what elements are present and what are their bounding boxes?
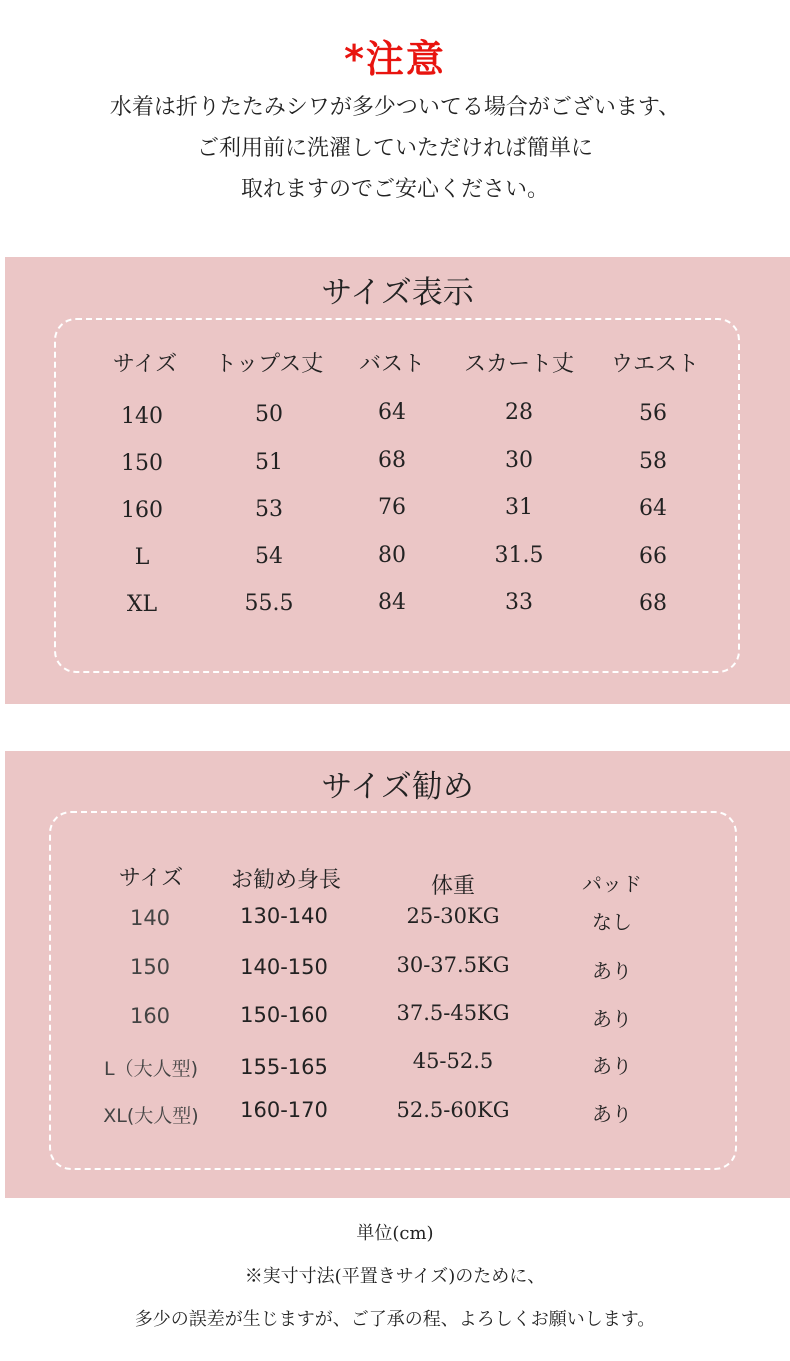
size-table-panel (5, 257, 790, 704)
size-table-cell: 58 (639, 449, 667, 474)
recommend-table-cell: 37.5-45KG (396, 1001, 510, 1025)
recommend-table-panel (5, 751, 790, 1198)
size-table-cell: 68 (378, 448, 406, 473)
recommend-table-cell: あり (592, 1102, 632, 1126)
notice-line-2: ご利用前に洗濯していただければ簡単に (196, 136, 593, 161)
size-table-header: バスト (358, 352, 426, 377)
size-table-header: ウエスト (610, 352, 700, 377)
measurement-note: ※実寸寸法(平置きサイズ)のために、 (244, 1266, 546, 1287)
size-table-cell: 31 (505, 495, 533, 520)
size-table-cell: 56 (639, 401, 667, 426)
recommend-table-cell: あり (592, 1007, 632, 1031)
size-table-cell: L (134, 545, 150, 570)
recommend-table-cell: なし (592, 910, 632, 934)
size-table-header: スカート丈 (463, 352, 575, 377)
size-table-cell: 28 (505, 400, 533, 425)
recommend-table-cell: 25-30KG (406, 904, 500, 928)
recommend-table-cell: 140 (129, 906, 171, 930)
recommend-table-cell: L（大人型) (104, 1058, 198, 1080)
size-table-cell: 31.5 (494, 543, 544, 568)
size-table-cell: 150 (121, 451, 163, 476)
recommend-table-cell: 140-150 (240, 955, 328, 979)
size-table-cell: 54 (255, 544, 283, 569)
recommend-table-cell: 150-160 (240, 1003, 328, 1027)
recommend-table-cell: 155-165 (240, 1055, 328, 1079)
recommend-table-title: サイズ勧め (321, 769, 474, 805)
recommend-table-cell: あり (592, 959, 632, 983)
size-table-cell: 30 (505, 448, 533, 473)
size-table-cell: 33 (505, 590, 533, 615)
size-table-cell: 76 (378, 495, 406, 520)
size-table-cell: 84 (378, 590, 406, 615)
recommend-table-cell: 150 (129, 955, 171, 979)
recommend-table-cell: 30-37.5KG (396, 953, 510, 977)
size-table-cell: 68 (639, 591, 667, 616)
recommend-table-cell: 160-170 (240, 1098, 328, 1122)
recommend-table-cell: 160 (129, 1004, 171, 1028)
size-table-cell: 160 (121, 498, 163, 523)
size-table-cell: 80 (378, 543, 406, 568)
size-table-cell: 64 (378, 400, 406, 425)
size-table-cell: 140 (121, 404, 163, 429)
recommend-table-cell: XL(大人型) (103, 1105, 199, 1127)
recommend-table-header: お勧め身長 (230, 868, 342, 893)
notice-line-1: 水着は折りたたみシワが多少ついてる場合がございます、 (109, 95, 681, 120)
size-table-cell: 51 (255, 450, 283, 475)
size-table-cell: 50 (255, 402, 283, 427)
size-table-cell: 64 (639, 496, 667, 521)
recommend-table-cell: 130-140 (240, 904, 328, 928)
unit-note: 単位(cm) (356, 1223, 434, 1244)
size-table-header: サイズ (112, 352, 178, 377)
notice-line-3: 取れますのでご安心ください。 (240, 177, 549, 202)
recommend-table-cell: 45-52.5 (412, 1049, 494, 1073)
size-table-title: サイズ表示 (321, 275, 474, 311)
size-table-cell: 66 (639, 544, 667, 569)
recommend-table-header: 体重 (430, 874, 476, 899)
recommend-table-cell: あり (592, 1054, 632, 1078)
apology-note: 多少の誤差が生じますが、ご了承の程、よろしくお願いします。 (134, 1309, 656, 1330)
size-table-cell: 53 (255, 497, 283, 522)
recommend-table-header: パッド (582, 872, 642, 896)
size-table-cell: 55.5 (244, 591, 294, 616)
size-table-header: トップス丈 (214, 352, 324, 377)
notice-title: *注意 (344, 37, 446, 81)
size-table-cell: XL (126, 592, 158, 617)
recommend-table-header: サイズ (118, 866, 184, 891)
recommend-table-cell: 52.5-60KG (396, 1098, 510, 1122)
